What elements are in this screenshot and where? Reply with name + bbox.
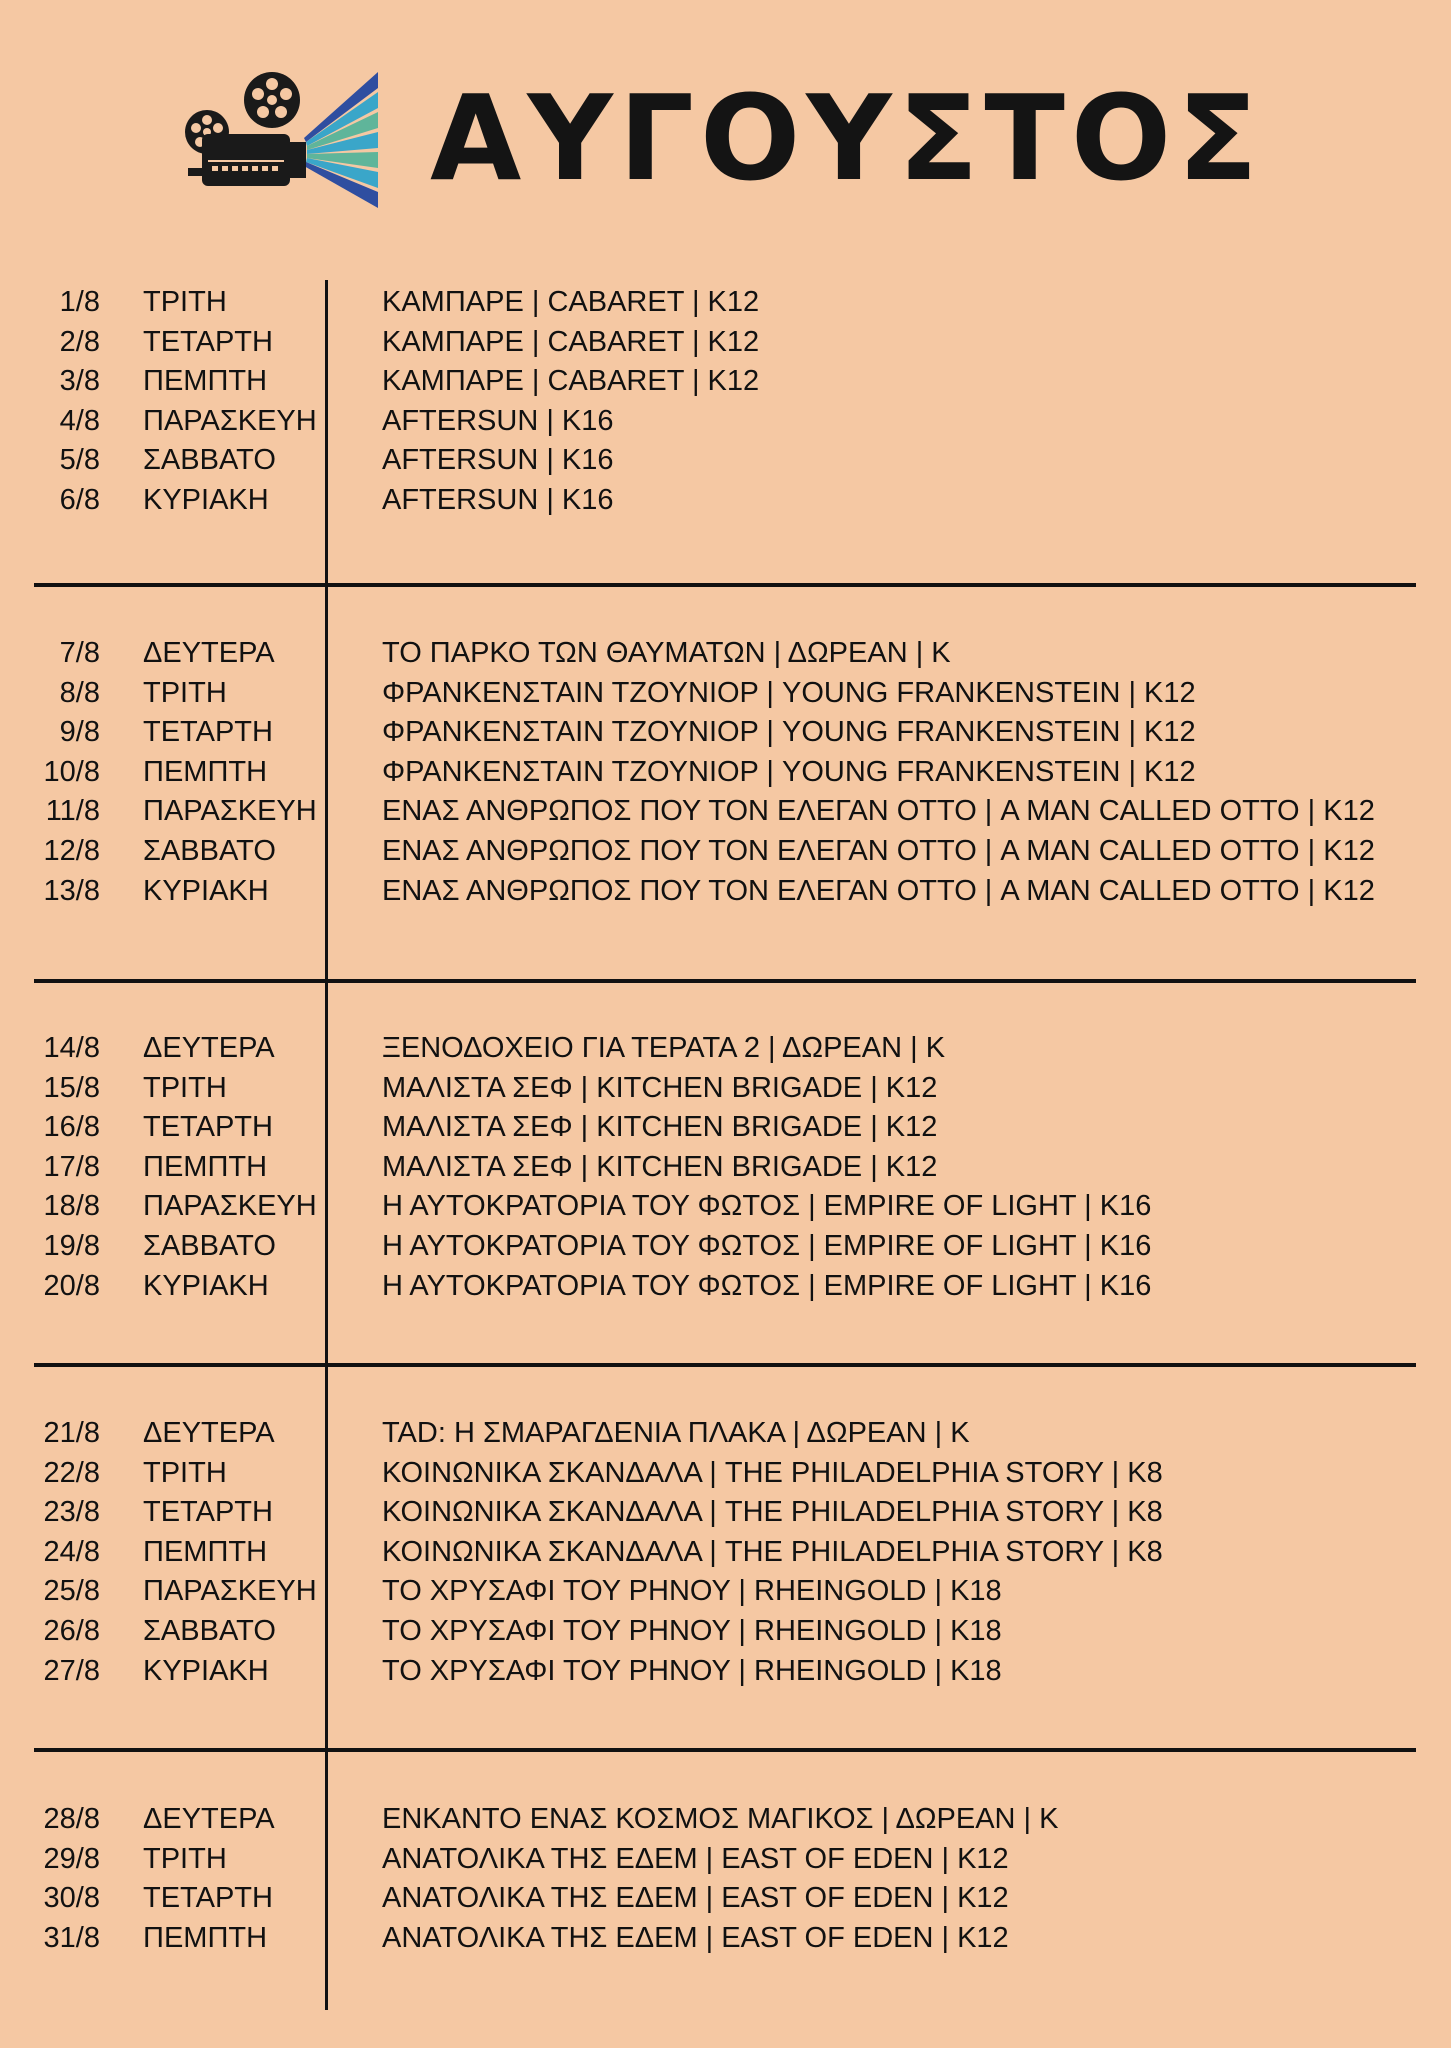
date-label: 23/8 bbox=[43, 1496, 100, 1529]
week-divider bbox=[34, 1363, 1416, 1367]
day-label: ΚΥΡΙΑΚΗ bbox=[143, 874, 269, 907]
schedule-row bbox=[0, 1572, 1451, 1612]
schedule-row bbox=[0, 323, 1451, 363]
date-label: 4/8 bbox=[59, 404, 100, 437]
schedule-row bbox=[0, 634, 1451, 674]
schedule-row bbox=[0, 283, 1451, 323]
week-block bbox=[0, 1414, 1451, 1691]
film-title: ΚΟΙΝΩΝΙΚΑ ΣΚΑΝΔΑΛΑ | THE PHILADELPHIA STORY | Κ8 bbox=[382, 1496, 1163, 1529]
day-label: ΔΕΥΤΕΡΑ bbox=[143, 1032, 275, 1064]
day-label: ΤΡΙΤΗ bbox=[143, 1842, 227, 1875]
schedule-row bbox=[0, 402, 1451, 442]
day-label: ΠΕΜΠΤΗ bbox=[143, 1921, 268, 1954]
date-label: 3/8 bbox=[59, 365, 100, 398]
date-label: 24/8 bbox=[43, 1535, 100, 1568]
schedule-row bbox=[0, 1800, 1451, 1840]
day-label: ΔΕΥΤΕΡΑ bbox=[143, 1417, 275, 1449]
date-label: 13/8 bbox=[43, 874, 100, 907]
day-label: ΤΡΙΤΗ bbox=[143, 676, 227, 709]
film-title: ΚΑΜΠΑΡΕ | CABARET | Κ12 bbox=[382, 325, 760, 358]
day-label: ΤΕΤΑΡΤΗ bbox=[143, 716, 273, 749]
day-label: ΤΕΤΑΡΤΗ bbox=[143, 1496, 273, 1529]
day-label: ΠΕΜΠΤΗ bbox=[143, 755, 268, 788]
film-title: ΦΡΑΝΚΕΝΣΤΑΙΝ ΤΖΟΥΝΙΟΡ | YOUNG FRANKENSTEIN | Κ12 bbox=[382, 755, 1196, 788]
date-label: 8/8 bbox=[59, 676, 100, 709]
schedule-row bbox=[0, 713, 1451, 753]
projector-beam bbox=[304, 72, 378, 208]
film-title: ΦΡΑΝΚΕΝΣΤΑΙΝ ΤΖΟΥΝΙΟΡ | YOUNG FRANKENSTEIN | Κ12 bbox=[382, 716, 1196, 749]
date-label: 28/8 bbox=[43, 1803, 100, 1835]
date-label: 10/8 bbox=[43, 755, 100, 788]
date-label: 25/8 bbox=[43, 1575, 100, 1608]
schedule-row bbox=[0, 362, 1451, 402]
film-title: Η ΑΥΤΟΚΡΑΤΟΡΙΑ ΤΟΥ ΦΩΤΟΣ | EMPIRE OF LIGHT | Κ16 bbox=[382, 1269, 1152, 1302]
schedule-row bbox=[0, 1612, 1451, 1652]
film-title: ΑΝΑΤΟΛΙΚΑ ΤΗΣ ΕΔΕΜ | EAST OF EDEN | Κ12 bbox=[382, 1882, 1009, 1915]
date-label: 2/8 bbox=[59, 325, 100, 358]
schedule-row bbox=[0, 1652, 1451, 1692]
film-title: TAD: Η ΣΜΑΡΑΓΔΕΝΙΑ ΠΛΑΚΑ | ΔΩΡΕΑΝ | Κ bbox=[382, 1417, 970, 1449]
schedule-row bbox=[0, 1148, 1451, 1188]
day-label: ΤΕΤΑΡΤΗ bbox=[143, 1882, 273, 1915]
day-label: ΠΑΡΑΣΚΕΥΗ bbox=[143, 795, 317, 828]
schedule-row bbox=[0, 1879, 1451, 1919]
film-title: ΕΝΑΣ ΑΝΘΡΩΠΟΣ ΠΟΥ ΤΟΝ ΕΛΕΓΑΝ ΟΤΤΟ | A MAN CALLED OTTO | Κ12 bbox=[382, 874, 1375, 907]
film-title: ΤΟ ΧΡΥΣΑΦΙ ΤΟΥ ΡΗΝΟΥ | RHEINGOLD | Κ18 bbox=[382, 1614, 1002, 1647]
date-label: 29/8 bbox=[43, 1842, 100, 1875]
day-label: ΠΑΡΑΣΚΕΥΗ bbox=[143, 404, 317, 437]
film-title: Η ΑΥΤΟΚΡΑΤΟΡΙΑ ΤΟΥ ΦΩΤΟΣ | EMPIRE OF LIGHT | Κ16 bbox=[382, 1190, 1152, 1223]
date-label: 11/8 bbox=[45, 795, 100, 828]
schedule-row bbox=[0, 674, 1451, 714]
day-label: ΤΕΤΑΡΤΗ bbox=[143, 1111, 273, 1144]
schedule-row bbox=[0, 872, 1451, 912]
day-label: ΣΑΒΒΑΤΟ bbox=[143, 1229, 276, 1262]
film-title: ΚΟΙΝΩΝΙΚΑ ΣΚΑΝΔΑΛΑ | THE PHILADELPHIA STORY | Κ8 bbox=[382, 1535, 1163, 1568]
schedule-row bbox=[0, 1840, 1451, 1880]
date-label: 21/8 bbox=[43, 1417, 100, 1449]
day-label: ΣΑΒΒΑΤΟ bbox=[143, 1614, 276, 1647]
day-label: ΠΕΜΠΤΗ bbox=[143, 1535, 268, 1568]
day-label: ΤΡΙΤΗ bbox=[143, 1456, 227, 1489]
film-title: ΜΑΛΙΣΤΑ ΣΕΦ | KITCHEN BRIGADE | Κ12 bbox=[382, 1071, 938, 1104]
schedule-row bbox=[0, 792, 1451, 832]
film-title: AFTERSUN | Κ16 bbox=[382, 444, 614, 477]
day-label: ΣΑΒΒΑΤΟ bbox=[143, 444, 276, 477]
schedule-row bbox=[0, 441, 1451, 481]
day-label: ΤΡΙΤΗ bbox=[143, 286, 227, 318]
date-label: 12/8 bbox=[43, 834, 100, 867]
date-label: 5/8 bbox=[59, 444, 100, 477]
header bbox=[0, 60, 1451, 220]
schedule-row bbox=[0, 1187, 1451, 1227]
week-divider bbox=[34, 1748, 1416, 1752]
date-label: 20/8 bbox=[43, 1269, 100, 1302]
film-title: ΕΝΚΑΝΤΟ ΕΝΑΣ ΚΟΣΜΟΣ ΜΑΓΙΚΟΣ | ΔΩΡΕΑΝ | Κ bbox=[382, 1803, 1059, 1835]
date-label: 30/8 bbox=[43, 1882, 100, 1915]
week-block bbox=[0, 634, 1451, 911]
film-title: ΤΟ ΧΡΥΣΑΦΙ ΤΟΥ ΡΗΝΟΥ | RHEINGOLD | Κ18 bbox=[382, 1654, 1002, 1687]
day-label: ΠΕΜΠΤΗ bbox=[143, 1150, 268, 1183]
schedule-row bbox=[0, 1069, 1451, 1109]
schedule-row bbox=[0, 1108, 1451, 1148]
date-label: 9/8 bbox=[59, 716, 100, 749]
week-block bbox=[0, 1029, 1451, 1306]
film-title: ΤΟ ΧΡΥΣΑΦΙ ΤΟΥ ΡΗΝΟΥ | RHEINGOLD | Κ18 bbox=[382, 1575, 1002, 1608]
week-divider bbox=[34, 583, 1416, 587]
schedule-row bbox=[0, 1029, 1451, 1069]
day-label: ΠΑΡΑΣΚΕΥΗ bbox=[143, 1190, 317, 1223]
week-block bbox=[0, 283, 1451, 521]
date-label: 15/8 bbox=[43, 1071, 100, 1104]
date-label: 27/8 bbox=[43, 1654, 100, 1687]
date-label: 16/8 bbox=[43, 1111, 100, 1144]
day-label: ΠΕΜΠΤΗ bbox=[143, 365, 268, 398]
day-label: ΤΡΙΤΗ bbox=[143, 1071, 227, 1104]
schedule-row bbox=[0, 1414, 1451, 1454]
schedule-row bbox=[0, 1919, 1451, 1959]
film-title: AFTERSUN | Κ16 bbox=[382, 483, 614, 516]
schedule-row bbox=[0, 1493, 1451, 1533]
date-label: 31/8 bbox=[43, 1921, 100, 1954]
schedule-row bbox=[0, 1533, 1451, 1573]
film-title: ΦΡΑΝΚΕΝΣΤΑΙΝ ΤΖΟΥΝΙΟΡ | YOUNG FRANKENSTEIN | Κ12 bbox=[382, 676, 1196, 709]
film-title: ΑΝΑΤΟΛΙΚΑ ΤΗΣ ΕΔΕΜ | EAST OF EDEN | Κ12 bbox=[382, 1842, 1009, 1875]
film-title: ΤΟ ΠΑΡΚΟ ΤΩΝ ΘΑΥΜΑΤΩΝ | ΔΩΡΕΑΝ | Κ bbox=[382, 637, 951, 669]
date-label: 26/8 bbox=[43, 1614, 100, 1647]
day-label: ΤΕΤΑΡΤΗ bbox=[143, 325, 273, 358]
film-title: ΚΑΜΠΑΡΕ | CABARET | Κ12 bbox=[382, 365, 760, 398]
date-label: 17/8 bbox=[43, 1150, 100, 1183]
day-label: ΚΥΡΙΑΚΗ bbox=[143, 1654, 269, 1687]
schedule-row bbox=[0, 1227, 1451, 1267]
day-label: ΔΕΥΤΕΡΑ bbox=[143, 1803, 275, 1835]
film-title: ΞΕΝΟΔΟΧΕΙΟ ΓΙΑ ΤΕΡΑΤΑ 2 | ΔΩΡΕΑΝ | Κ bbox=[382, 1032, 946, 1064]
date-label: 6/8 bbox=[59, 483, 100, 516]
film-title: ΜΑΛΙΣΤΑ ΣΕΦ | KITCHEN BRIGADE | Κ12 bbox=[382, 1111, 938, 1144]
film-title: ΜΑΛΙΣΤΑ ΣΕΦ | KITCHEN BRIGADE | Κ12 bbox=[382, 1150, 938, 1183]
day-label: ΠΑΡΑΣΚΕΥΗ bbox=[143, 1575, 317, 1608]
film-projector-icon bbox=[182, 70, 382, 210]
schedule-row bbox=[0, 1267, 1451, 1307]
film-title: ΕΝΑΣ ΑΝΘΡΩΠΟΣ ΠΟΥ ΤΟΝ ΕΛΕΓΑΝ ΟΤΤΟ | A MAN CALLED OTTO | Κ12 bbox=[382, 834, 1375, 867]
schedule-row bbox=[0, 832, 1451, 872]
date-label: 19/8 bbox=[43, 1229, 100, 1262]
schedule-row bbox=[0, 481, 1451, 521]
film-title: ΚΟΙΝΩΝΙΚΑ ΣΚΑΝΔΑΛΑ | THE PHILADELPHIA STORY | Κ8 bbox=[382, 1456, 1163, 1489]
film-title: ΕΝΑΣ ΑΝΘΡΩΠΟΣ ΠΟΥ ΤΟΝ ΕΛΕΓΑΝ ΟΤΤΟ | A MAN CALLED OTTO | Κ12 bbox=[382, 795, 1375, 828]
day-label: ΔΕΥΤΕΡΑ bbox=[143, 637, 275, 669]
film-title: ΚΑΜΠΑΡΕ | CABARET | Κ12 bbox=[382, 286, 760, 318]
day-label: ΚΥΡΙΑΚΗ bbox=[143, 1269, 269, 1302]
date-label: 18/8 bbox=[43, 1190, 100, 1223]
date-label: 1/8 bbox=[59, 286, 100, 318]
day-label: ΣΑΒΒΑΤΟ bbox=[143, 834, 276, 867]
schedule-row bbox=[0, 1454, 1451, 1494]
schedule-row bbox=[0, 753, 1451, 793]
film-title: ΑΝΑΤΟΛΙΚΑ ΤΗΣ ΕΔΕΜ | EAST OF EDEN | Κ12 bbox=[382, 1921, 1009, 1954]
film-title: AFTERSUN | Κ16 bbox=[382, 404, 614, 437]
page-title: ΑΥΓΟΥΣΤΟΣ bbox=[430, 69, 1264, 207]
week-divider bbox=[34, 979, 1416, 983]
date-label: 7/8 bbox=[59, 637, 100, 669]
date-label: 22/8 bbox=[43, 1456, 100, 1489]
week-block bbox=[0, 1800, 1451, 1958]
day-label: ΚΥΡΙΑΚΗ bbox=[143, 483, 269, 516]
date-label: 14/8 bbox=[43, 1032, 100, 1064]
film-title: Η ΑΥΤΟΚΡΑΤΟΡΙΑ ΤΟΥ ΦΩΤΟΣ | EMPIRE OF LIGHT | Κ16 bbox=[382, 1229, 1152, 1262]
